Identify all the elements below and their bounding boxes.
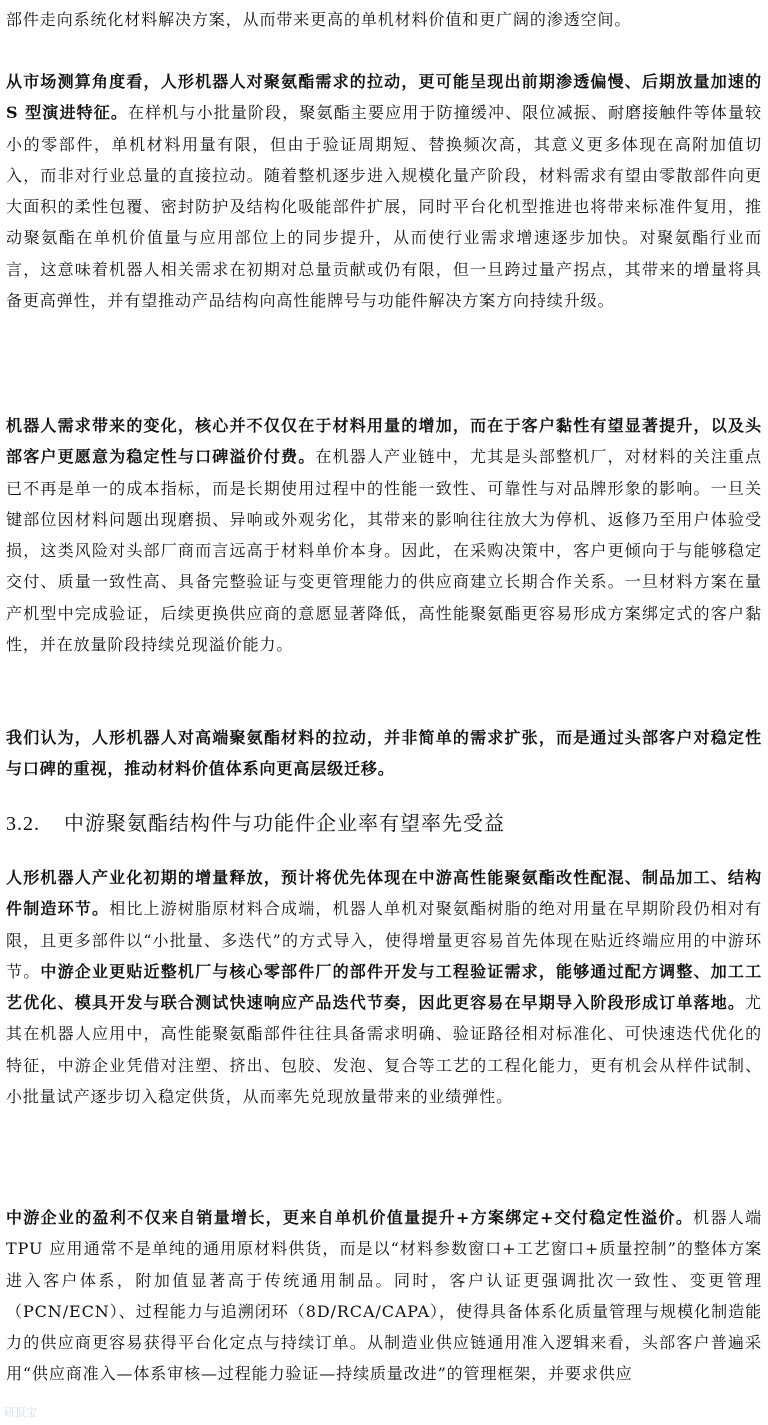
- text-run: 部件走向系统化材料解决方案，从而带来更高的单机材料价值和更广阔的渗透空间。: [6, 10, 632, 29]
- paragraph-customer-stickiness: [6, 410, 762, 660]
- section-heading: [6, 804, 762, 842]
- text-run: 尤其在机器人应用中，高性能聚氨酯部件往往具备需求明确、验证路径相对标准化、可快速迭代优化的特征，中游企业凭借对注塑、挤出、包胶、发泡、复合等工艺的工程化能力，更有机会从样件试制、小批量试产逐步切入稳定供货，从而率先兑现放量带来的业绩弹性。: [6, 993, 762, 1107]
- text-run: 相比上游树脂原材料合成端，机器人单机对聚氨酯树脂的绝对用量在早期阶段仍相对有限，且更多部件以“小批量、多迭代”的方式导入，使得增量更容易首先体现在贴近终端应用的中游环节。: [6, 899, 762, 981]
- paragraph-midstream-profit: [6, 1202, 762, 1390]
- bold-text-run: 我们认为，人形机器人对高端聚氨酯材料的拉动，并非简单的需求扩张，而是通过头部客户对稳定性与口碑的重视，推动材料价值体系向更高层级迁移。: [6, 728, 762, 779]
- text-run: 机器人端 TPU 应用通常不是单纯的通用原材料供货，而是以“材料参数窗口+工艺窗口+质量控制”的整体方案进入客户体系，附加值显著高于传统通用制品。同时，客户认证更强调批次一致性、变更管理（PCN/ECN）、过程能力与追溯闭环（8D/RCA/CAPA），使得具备体系化质量管理与规模化制造能力的供应商更容易获得平台化定点与持续订单。从制造业供应链通用准入逻辑来看，头部客户普遍采用“供应商准入—体系审核—过程能力验证—持续质量改进”的管理框架，并要求供应: [6, 1208, 762, 1384]
- bold-text-run: 机器人需求带来的变化，核心并不仅仅在于材料用量的增加，而在于客户黏性有望显著提升，以及头部客户更愿意为稳定性与口碑溢价付费。: [6, 416, 762, 467]
- paragraph-s-curve-demand: [6, 66, 762, 316]
- section-title: 中游聚氨酯结构件与功能件企业率有望率先受益: [64, 811, 505, 835]
- paragraph-value-migration: [6, 722, 762, 785]
- paragraph-midstream-first: [6, 862, 762, 1112]
- text-run: 在样机与小批量阶段，聚氨酯主要应用于防撞缓冲、限位减振、耐磨接触件等体量较小的零部件，单机材料用量有限，但由于验证周期短、替换频次高，其意义更多体现在高附加值切入，而非对行业总量的直接拉动。随着整机逐步进入规模化量产阶段，材料需求有望由零散部件向更大面积的柔性包覆、密封防护及结构化吸能部件扩展，同时平台化机型推进也将带来标准件复用，推动聚氨酯在单机价值量与应用部位上的同步提升，从而使行业需求增速逐步加快。对聚氨酯行业而言，这意味着机器人相关需求在初期对总量贡献或仍有限，但一旦跨过量产拐点，其带来的增量将具备更高弹性，并有望推动产品结构向高性能牌号与功能件解决方案方向持续升级。: [6, 103, 762, 311]
- bold-text-run: 从市场测算角度看，人形机器人对聚氨酯需求的拉动，更可能呈现出前期渗透偏慢、后期放量加速的 S 型演进特征。: [6, 72, 762, 123]
- section-number: 3.2.: [6, 813, 40, 835]
- paragraph-intro-continuation: [6, 4, 762, 35]
- bold-text-run: 中游企业的盈利不仅来自销量增长，更来自单机价值量提升+方案绑定+交付稳定性溢价。: [6, 1208, 694, 1227]
- watermark-logo: 研报宝: [4, 1406, 37, 1419]
- text-run: 在机器人产业链中，尤其是头部整机厂，对材料的关注重点已不再是单一的成本指标，而是长期使用过程中的性能一致性、可靠性与对品牌形象的影响。一旦关键部位因材料问题出现磨损、异响或外观劣化，其带来的影响往往放大为停机、返修乃至用户体验受损，这类风险对头部厂商而言远高于材料单价本身。因此，在采购决策中，客户更倾向于与能够稳定交付、质量一致性高、具备完整验证与变更管理能力的供应商建立长期合作关系。一旦材料方案在量产机型中完成验证，后续更换供应商的意愿显著降低，高性能聚氨酯更容易形成方案绑定式的客户黏性，并在放量阶段持续兑现溢价能力。: [6, 447, 762, 655]
- bold-text-run: 人形机器人产业化初期的增量释放，预计将优先体现在中游高性能聚氨酯改性配混、制品加工、结构件制造环节。: [6, 868, 762, 919]
- bold-text-run: 中游企业更贴近整机厂与核心零部件厂的部件开发与工程验证需求，能够通过配方调整、加工工艺优化、模具开发与联合测试快速响应产品迭代节奏，因此更容易在早期导入阶段形成订单落地。: [6, 961, 762, 1013]
